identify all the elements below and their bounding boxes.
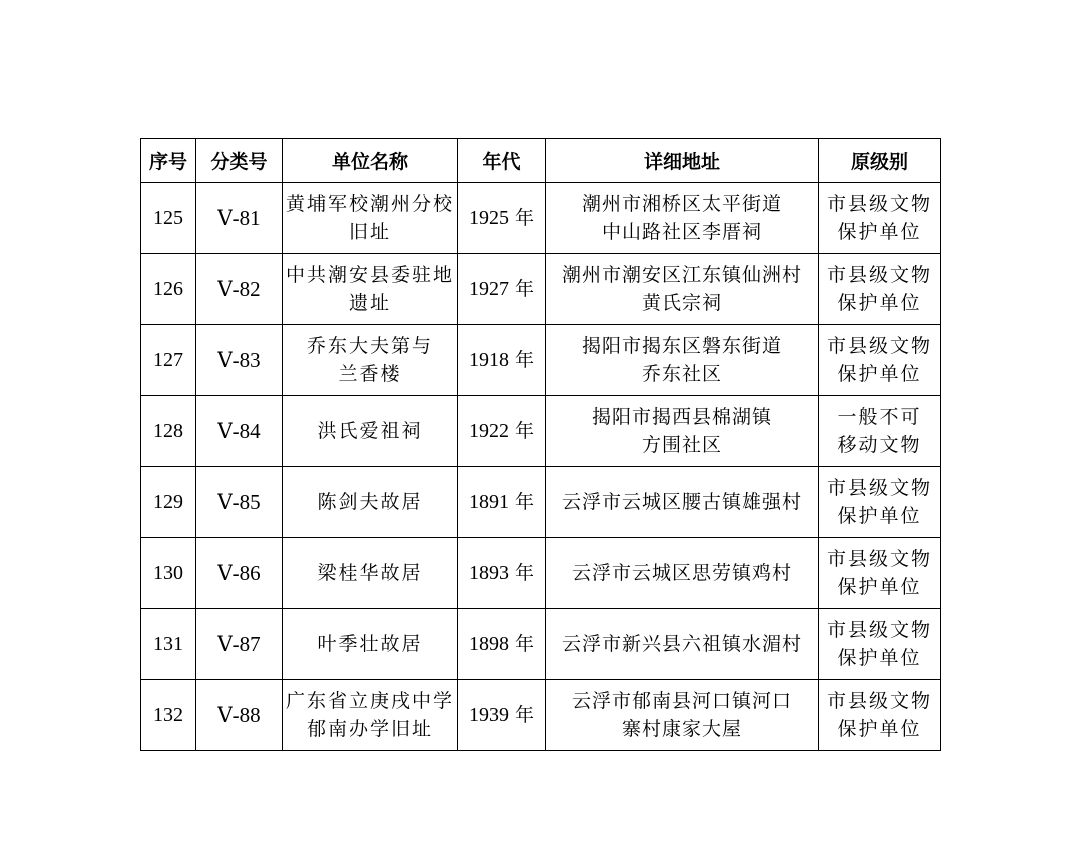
cell-level	[819, 538, 941, 609]
cell-level	[819, 325, 941, 396]
cell-name	[283, 396, 458, 467]
cell-level-line: 保护单位	[837, 363, 922, 385]
cell-address-line: 方围社区	[641, 434, 722, 456]
cell-year-unit: 年	[514, 207, 534, 229]
cell-year-unit: 年	[514, 278, 534, 300]
cell-year-number: 1898	[468, 633, 509, 655]
cell-name	[283, 609, 458, 680]
cell-seq: 130	[141, 538, 196, 609]
cell-address	[546, 183, 819, 254]
cell-year-number: 1939	[468, 704, 509, 726]
cell-address	[546, 396, 819, 467]
cell-name-line: 梁桂华故居	[317, 562, 423, 584]
cell-seq: 132	[141, 680, 196, 751]
cell-code: Ⅴ-83	[196, 325, 283, 396]
cell-address	[546, 467, 819, 538]
cell-name-line: 郁南办学旧址	[306, 718, 433, 740]
table-row	[141, 538, 941, 609]
cell-name-line: 黄埔军校潮州分校	[285, 193, 454, 215]
cell-level-line: 市县级文物	[826, 477, 932, 499]
cell-address	[546, 680, 819, 751]
cell-seq: 127	[141, 325, 196, 396]
cell-address-line: 揭阳市揭西县棉湖镇	[591, 406, 772, 428]
cell-name	[283, 325, 458, 396]
cell-level-line: 市县级文物	[826, 548, 932, 570]
heritage-table-container	[140, 138, 941, 751]
cell-code: Ⅴ-84	[196, 396, 283, 467]
cell-address	[546, 609, 819, 680]
cell-name	[283, 254, 458, 325]
cell-address	[546, 254, 819, 325]
cell-year-unit: 年	[514, 349, 534, 371]
header-level: 原级别	[819, 139, 941, 183]
cell-name-line: 乔东大夫第与	[306, 335, 433, 357]
cell-year	[458, 609, 546, 680]
cell-level	[819, 183, 941, 254]
cell-year-unit: 年	[514, 491, 534, 513]
cell-level-line: 一般不可	[837, 406, 922, 428]
table-row	[141, 680, 941, 751]
table-row	[141, 609, 941, 680]
cell-level	[819, 680, 941, 751]
cell-year-unit: 年	[514, 704, 534, 726]
cell-year	[458, 325, 546, 396]
cell-address-line: 云浮市郁南县河口镇河口	[571, 690, 792, 712]
cell-seq: 125	[141, 183, 196, 254]
cell-level	[819, 396, 941, 467]
table-row	[141, 467, 941, 538]
cell-address-line: 寨村康家大屋	[621, 718, 742, 740]
cell-level-line: 保护单位	[837, 505, 922, 527]
cell-level	[819, 254, 941, 325]
cell-name-line: 陈剑夫故居	[317, 491, 423, 513]
cell-name	[283, 538, 458, 609]
heritage-table	[140, 138, 941, 751]
table-row	[141, 183, 941, 254]
cell-address	[546, 538, 819, 609]
cell-year-number: 1925	[468, 207, 509, 229]
cell-year	[458, 680, 546, 751]
cell-name	[283, 467, 458, 538]
cell-code: Ⅴ-81	[196, 183, 283, 254]
table-row	[141, 325, 941, 396]
cell-year	[458, 396, 546, 467]
cell-level-line: 市县级文物	[826, 690, 932, 712]
cell-name	[283, 680, 458, 751]
table-body	[141, 183, 941, 751]
cell-name-line: 兰香楼	[338, 363, 402, 385]
cell-level-line: 保护单位	[837, 718, 922, 740]
cell-level-line: 市县级文物	[826, 619, 932, 641]
cell-code: Ⅴ-86	[196, 538, 283, 609]
cell-year-unit: 年	[514, 562, 534, 584]
header-address: 详细地址	[546, 139, 819, 183]
cell-seq: 131	[141, 609, 196, 680]
cell-year-number: 1927	[468, 278, 509, 300]
header-code: 分类号	[196, 139, 283, 183]
cell-address-line: 潮州市湘桥区太平街道	[581, 193, 782, 215]
cell-level	[819, 609, 941, 680]
cell-year	[458, 254, 546, 325]
cell-name-line: 洪氏爱祖祠	[317, 420, 423, 442]
cell-level-line: 保护单位	[837, 576, 922, 598]
cell-address-line: 潮州市潮安区江东镇仙洲村	[561, 264, 802, 286]
cell-year-number: 1922	[468, 420, 509, 442]
header-year: 年代	[458, 139, 546, 183]
cell-level-line: 保护单位	[837, 221, 922, 243]
cell-level-line: 移动文物	[837, 434, 922, 456]
table-row	[141, 396, 941, 467]
cell-seq: 126	[141, 254, 196, 325]
cell-level-line: 市县级文物	[826, 193, 932, 215]
cell-address-line: 云浮市云城区思劳镇鸡村	[571, 562, 792, 584]
cell-name-line: 叶季壮故居	[317, 633, 423, 655]
cell-year-number: 1891	[468, 491, 509, 513]
cell-code: Ⅴ-87	[196, 609, 283, 680]
cell-year-number: 1918	[468, 349, 509, 371]
header-name: 单位名称	[283, 139, 458, 183]
cell-name	[283, 183, 458, 254]
cell-address-line: 乔东社区	[641, 363, 722, 385]
cell-code: Ⅴ-82	[196, 254, 283, 325]
cell-year-unit: 年	[514, 633, 534, 655]
cell-name-line: 中共潮安县委驻地	[285, 264, 454, 286]
cell-year-number: 1893	[468, 562, 509, 584]
cell-code: Ⅴ-85	[196, 467, 283, 538]
cell-year	[458, 467, 546, 538]
table-row	[141, 254, 941, 325]
cell-seq: 128	[141, 396, 196, 467]
cell-name-line: 旧址	[348, 221, 391, 243]
cell-level	[819, 467, 941, 538]
cell-address-line: 中山路社区李厝祠	[601, 221, 762, 243]
cell-name-line: 遗址	[348, 292, 391, 314]
cell-address-line: 云浮市新兴县六祖镇水湄村	[561, 633, 802, 655]
cell-year	[458, 183, 546, 254]
cell-name-line: 广东省立庚戌中学	[285, 690, 454, 712]
cell-address-line: 揭阳市揭东区磐东街道	[581, 335, 782, 357]
cell-level-line: 市县级文物	[826, 264, 932, 286]
table-header-row	[141, 139, 941, 183]
cell-address-line: 黄氏宗祠	[641, 292, 722, 314]
cell-code: Ⅴ-88	[196, 680, 283, 751]
cell-address	[546, 325, 819, 396]
header-seq: 序号	[141, 139, 196, 183]
cell-seq: 129	[141, 467, 196, 538]
cell-year-unit: 年	[514, 420, 534, 442]
cell-year	[458, 538, 546, 609]
cell-level-line: 市县级文物	[826, 335, 932, 357]
cell-level-line: 保护单位	[837, 647, 922, 669]
cell-level-line: 保护单位	[837, 292, 922, 314]
cell-address-line: 云浮市云城区腰古镇雄强村	[561, 491, 802, 513]
